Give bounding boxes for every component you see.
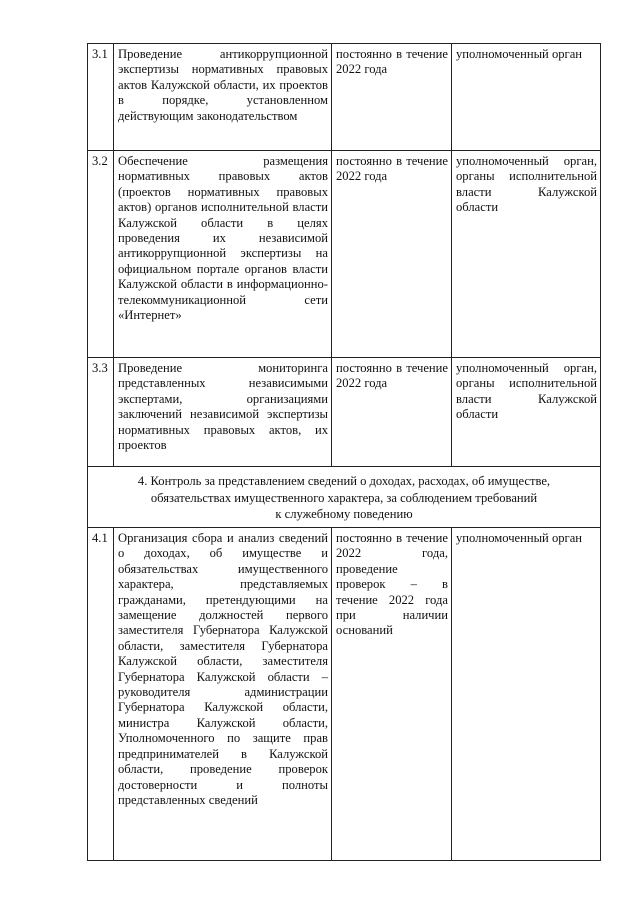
action-cell: Обеспечение размещения нормативных правовых актов (проектов нормативных правовых актов) органов исполнительной власти Калужской области в целях проведения их независимой антикоррупционной экспертизы на официальном портале органов власти Калужской области в информационно-телекоммуникационной сети «Интернет» bbox=[114, 151, 332, 358]
action-cell: Проведение антикоррупционной экспертизы нормативных правовых актов Калужской области, их проектов в порядке, установленном действующим законодательством bbox=[114, 44, 332, 151]
term-cell: постоянно в течение 2022 года bbox=[332, 151, 452, 358]
section-heading-line-1: 4. Контроль за представлением сведений о доходах, расходах, об имуществе, bbox=[137, 474, 551, 488]
section-heading-line-3: к служебному поведению bbox=[275, 507, 413, 521]
measures-table bbox=[87, 43, 601, 861]
row-number: 3.1 bbox=[88, 44, 114, 151]
responsible-cell: уполномоченный орган, органы исполнительной власти Калужской области bbox=[452, 358, 601, 467]
table-row bbox=[88, 358, 601, 467]
term-cell: постоянно в течение 2022 года, проведение проверок – в течение 2022 года при наличии оснований bbox=[332, 528, 452, 861]
table-row bbox=[88, 528, 601, 861]
term-cell: постоянно в течение 2022 года bbox=[332, 358, 452, 467]
section-heading bbox=[88, 467, 601, 528]
action-cell: Проведение мониторинга представленных независимыми экспертами, организациями заключений независимой экспертизы нормативных правовых актов, их проектов bbox=[114, 358, 332, 467]
row-number: 3.2 bbox=[88, 151, 114, 358]
table-row bbox=[88, 44, 601, 151]
table-row bbox=[88, 151, 601, 358]
responsible-cell: уполномоченный орган, органы исполнительной власти Калужской области bbox=[452, 151, 601, 358]
responsible-cell: уполномоченный орган bbox=[452, 44, 601, 151]
row-number: 4.1 bbox=[88, 528, 114, 861]
responsible-cell: уполномоченный орган bbox=[452, 528, 601, 861]
term-cell: постоянно в течение 2022 года bbox=[332, 44, 452, 151]
action-cell: Организация сбора и анализ сведений о доходах, об имуществе и обязательствах имущественного характера, представляемых гражданами, претендующими на замещение должностей первого заместителя Губернатора Калужской области, заместителя Губернатора Калужской области, заместителя Губернатора Калужской области – руководителя администрации Губернатора Калужской области, министра Калужской области, Уполномоченного по защите прав предпринимателей в Калужской области, проведение проверок достоверности и полноты представленных сведений bbox=[114, 528, 332, 861]
row-number: 3.3 bbox=[88, 358, 114, 467]
section-heading-row bbox=[88, 467, 601, 528]
section-heading-line-2: обязательствах имущественного характера, за соблюдением требований bbox=[150, 490, 538, 505]
